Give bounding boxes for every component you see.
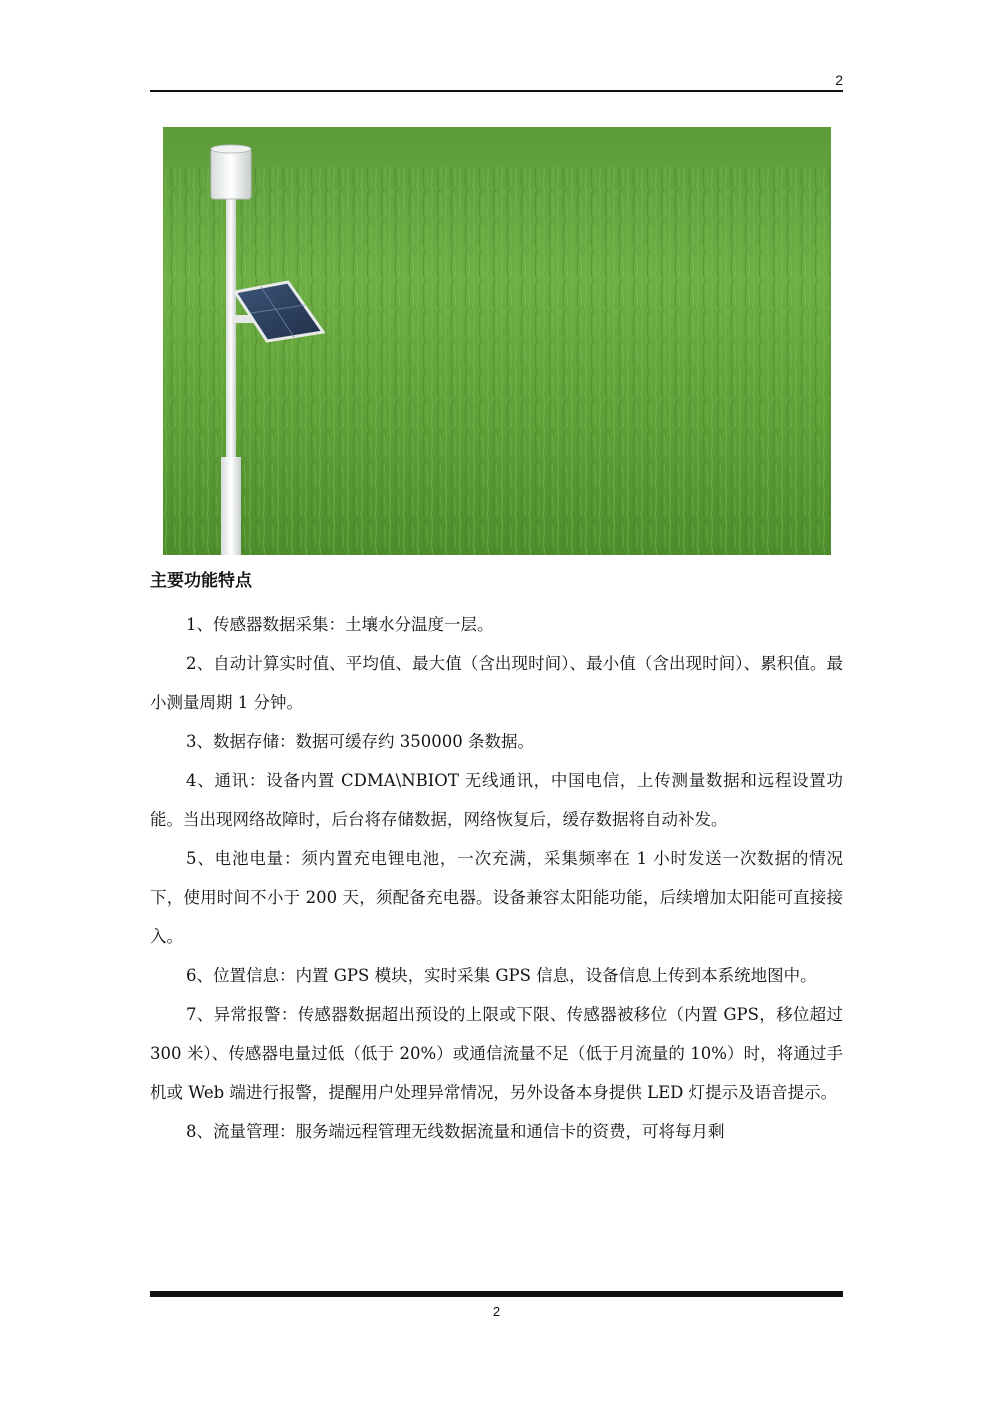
feature-paragraph: 5、电池电量：须内置充电锂电池，一次充满，采集频率在 1 小时发送一次数据的情况下，使用时间不小于 200 天，须配备充电器。设备兼容太阳能功能，后续增加太阳能可直接接入。	[150, 849, 843, 946]
feature-paragraph: 7、异常报警：传感器数据超出预设的上限或下限、传感器被移位（内置 GPS，移位超过 300 米）、传感器电量过低（低于 20%）或通信流量不足（低于月流量的 10%）时，将通过手机或 Web 端进行报警，提醒用户处理异常情况，另外设备本身提供 LED 灯提示及语音提示。	[150, 1005, 843, 1102]
footer-rule	[150, 1291, 843, 1297]
feature-paragraph: 4、通讯：设备内置 CDMA\NBIOT 无线通讯，中国电信，上传测量数据和远程设置功能。当出现网络故障时，后台将存储数据，网络恢复后，缓存数据将自动补发。	[150, 771, 843, 829]
feature-paragraph: 1、传感器数据采集：土壤水分温度一层。	[186, 615, 494, 634]
feature-paragraph: 3、数据存储：数据可缓存约 350000 条数据。	[186, 732, 534, 751]
header-rule	[150, 90, 843, 92]
feature-paragraph: 6、位置信息：内置 GPS 模块，实时采集 GPS 信息，设备信息上传到本系统地图中。	[186, 966, 817, 985]
footer-page-number: 2	[492, 1304, 501, 1319]
header-page-number: 2	[835, 72, 843, 88]
feature-paragraph: 2、自动计算实时值、平均值、最大值（含出现时间）、最小值（含出现时间）、累积值。最小测量周期 1 分钟。	[150, 654, 843, 712]
feature-paragraph: 8、流量管理：服务端远程管理无线数据流量和通信卡的资费，可将每月剩	[186, 1122, 725, 1141]
feature-list	[150, 605, 843, 1151]
rice-field-weather-station-photo	[163, 127, 831, 555]
section-heading: 主要功能特点	[150, 571, 252, 591]
